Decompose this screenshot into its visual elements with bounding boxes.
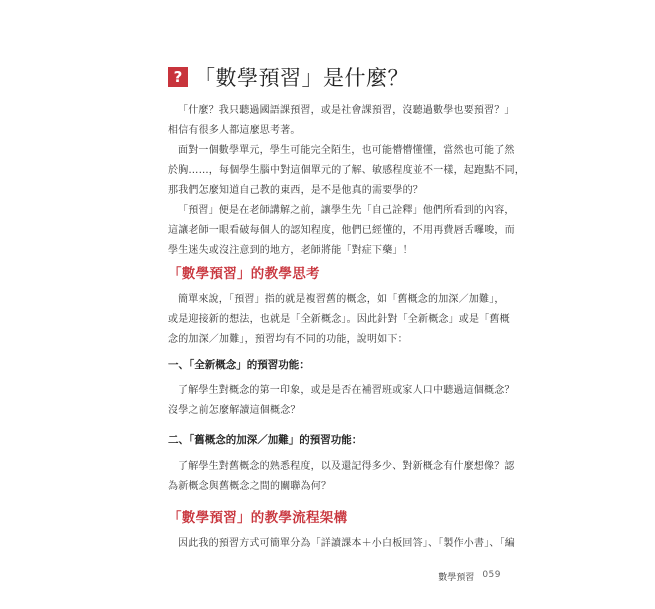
text-line: 這讓老師一眼看破每個人的認知程度，他們已經懂的，不用再費唇舌囉唆，而 (168, 225, 515, 236)
page-footer (438, 570, 501, 583)
text-line: 相信有很多人都這麼思考著。 (168, 125, 301, 136)
subheading-new-concept: 一、「全新概念」的預習功能： (168, 359, 310, 371)
sub2-paragraph (168, 457, 515, 497)
section-heading-teaching-thinking: 「數學預習」的教學思考 (168, 266, 320, 282)
text-line: 學生迷失或沒注意到的地方，老師將能「對症下藥」！ (168, 245, 413, 256)
text-line: 或是迎接新的想法，也就是「全新概念」。因此針對「全新概念」或是「舊概 (168, 314, 510, 325)
text-line: 為新概念與舊概念之間的關聯為何？ (168, 481, 332, 492)
title-row (168, 62, 409, 92)
section1-paragraph (168, 290, 508, 350)
text-line: 因此我的預習方式可簡單分為「詳讀課本＋小白板回答」、「製作小書」、「編 (178, 538, 515, 549)
footer-chapter: 數學預習 (438, 573, 475, 583)
text-line: 那我們怎麼知道自己教的東西，是不是他真的需要學的？ (168, 185, 423, 196)
text-line: 面對一個數學單元，學生可能完全陌生，也可能懵懵懂懂，當然也可能了然 (178, 145, 515, 156)
subheading-old-concept: 二、「舊概念的加深／加難」的預習功能： (168, 434, 363, 446)
text-line: 了解學生對概念的第一印象，或是是否在補習班或家人口中聽過這個概念？ (178, 385, 515, 396)
sub1-paragraph (168, 381, 515, 421)
section-heading-teaching-flow: 「數學預習」的教學流程架構 (168, 510, 348, 526)
page-title: 「數學預習」是什麼？ (194, 66, 409, 90)
text-line: 念的加深／加難」，預習均有不同的功能，說明如下： (168, 334, 408, 345)
text-line: 簡單來說，「預習」指的就是複習舊的概念，如「舊概念的加深／加難」， (178, 294, 505, 305)
text-line: 「預習」便是在老師講解之前，讓學生先「自己詮釋」他們所看到的內容， (178, 205, 515, 216)
page-number: 059 (482, 570, 501, 580)
text-line: 沒學之前怎麼解讀這個概念？ (168, 405, 301, 416)
text-line: 於胸……，每個學生腦中對這個單元的了解、敏感程度並不一樣，起跑點不同， (168, 165, 525, 176)
question-mark-icon: ? (168, 67, 188, 87)
text-line: 了解學生對舊概念的熟悉程度，以及還記得多少、對新概念有什麼想像？認 (178, 461, 515, 472)
text-line: 「什麼？我只聽過國語課預習，或是社會課預習，沒聽過數學也要預習？」 (178, 105, 515, 116)
intro-paragraph (168, 101, 525, 261)
section2-paragraph (168, 534, 515, 554)
